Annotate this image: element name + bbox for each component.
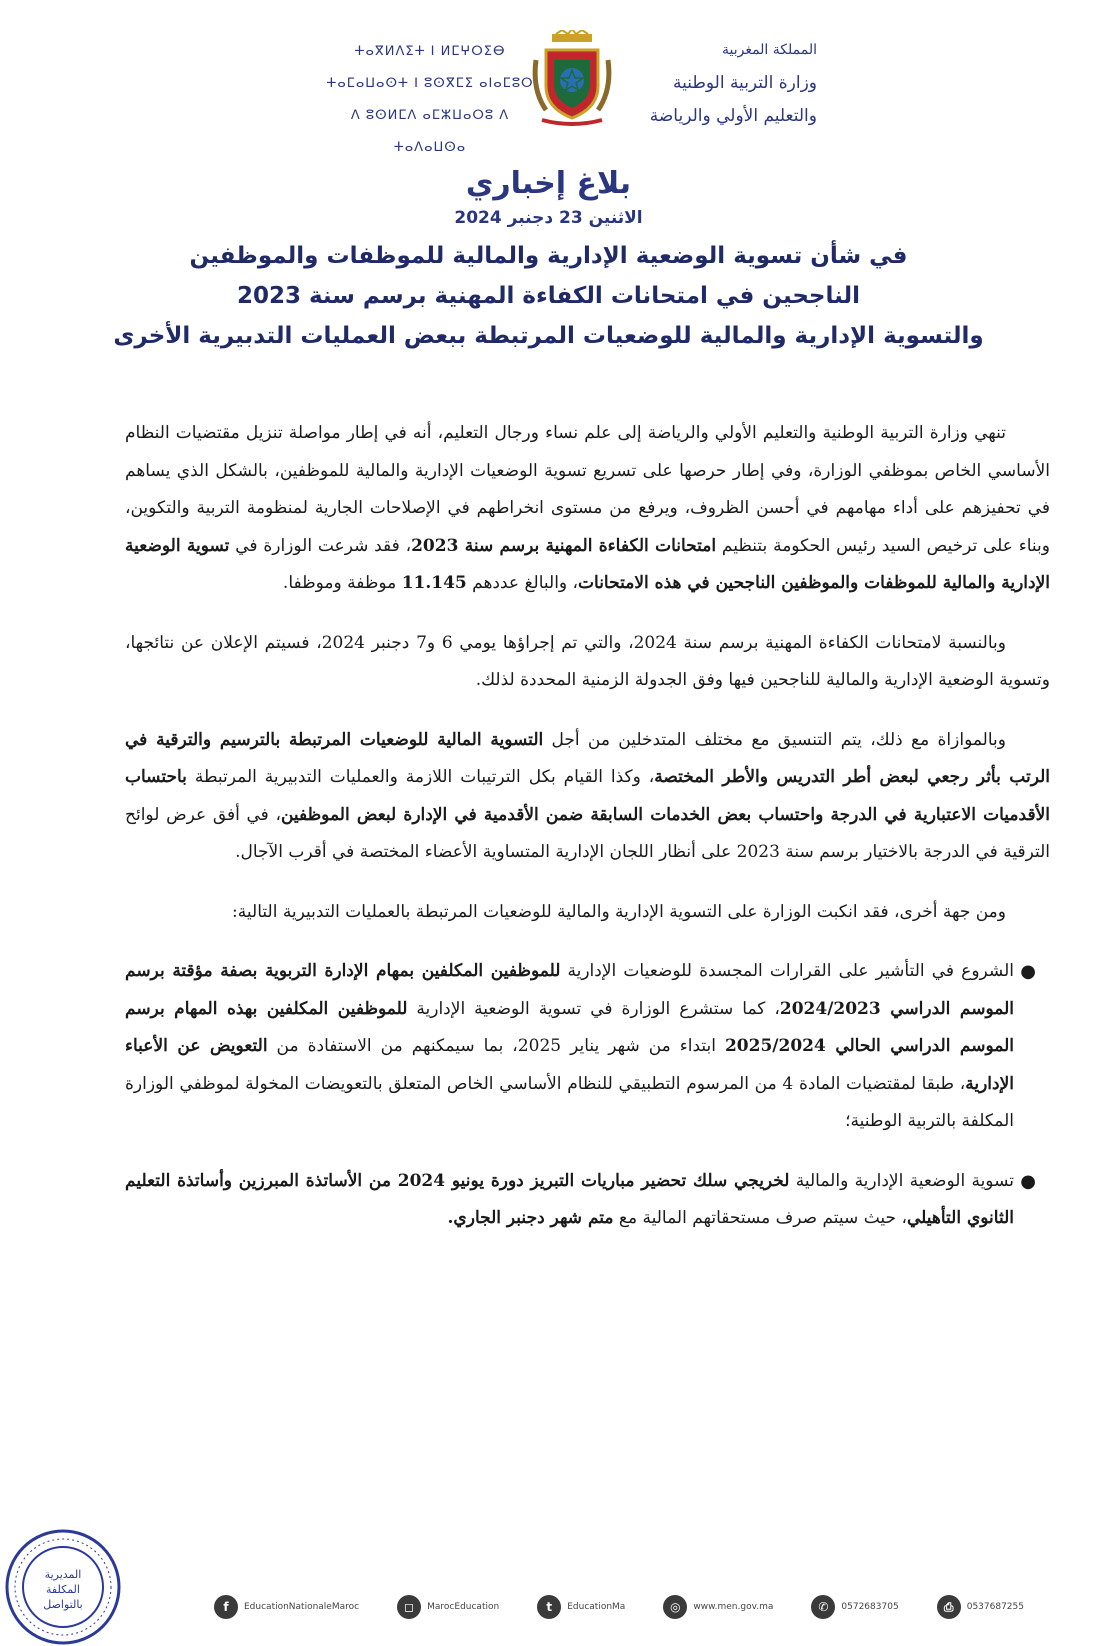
document-body [125,415,1050,1260]
subject-line: في شأن تسوية الوضعية الإدارية والمالية للموظفات والموظفين [189,243,908,269]
footer-website[interactable] [663,1595,773,1619]
phone-icon: ✆ [811,1595,835,1619]
paragraph-intro [125,415,1050,603]
bold-run: للموظفين المكلفين بهذه المهام برسم الموسم الدراسي الحالي 2025/2024 [125,998,1015,1056]
footer-twitter[interactable] [537,1595,625,1619]
stamp-text: المديرية [44,1568,82,1581]
bold-run: 11.145 [401,573,467,593]
text-run: تسوية الوضعية الإدارية والمالية [789,1170,1014,1191]
bold-run: امتحانات الكفاءة المهنية برسم سنة 2023 [411,535,717,556]
text-run: ، طبقا لمقتضيات المادة 4 من المرسوم التطبيقي للنظام الأساسي الخاص المتعلق بالتعويضات المخولة لموظفي الوزارة المكلفة بالتربية الوطنية؛ [125,1073,1014,1131]
paragraph-other-operations: ومن جهة أخرى، فقد انكبت الوزارة على التسوية الإدارية والمالية للوضعيات المرتبطة بالعمليات التدبيرية التالية: [232,901,1006,922]
ministry-name-line1: وزارة التربية الوطنية [672,73,817,93]
official-stamp-icon [4,1528,122,1646]
bullet-icon: ● [1020,961,1036,982]
document-titles [0,164,1097,356]
document-type: بلاغ إخباري [465,166,632,201]
paragraph-coordination [125,722,1050,872]
text-run: ، حيث سيتم صرف مستحقاتهم المالية مع [613,1208,907,1228]
footer-label: EducationNationaleMaroc [244,1602,360,1612]
subject-line: الناجحين في امتحانات الكفاءة المهنية برسم سنة 2023 [236,283,861,309]
bold-run: التسوية المالية للوضعيات المرتبطة بالترسيم والترقية في الرتب بأثر رجعي لبعض أطر التدريس والأطر المختصة [125,729,1050,787]
footer-label: MarocEducation [427,1602,500,1612]
text-run: ، فقد شرعت الوزارة في [229,535,412,556]
bold-run: تسوية الوضعية الإدارية والمالية للموظفات والموظفين الناجحين في هذه الامتحانات [125,535,1050,593]
text-run: ، وكذا القيام بكل الترتيبات اللازمة والعمليات التدبيرية المرتبطة [186,767,655,787]
contact-footer [214,1592,1024,1622]
document-subject [0,236,1097,356]
ministry-name-line2: والتعليم الأولي والرياضة [649,106,817,126]
bold-run: التعويض عن الأعباء الإدارية [125,1036,1014,1094]
footer-label: EducationMa [567,1602,626,1612]
list-item [125,1163,1050,1238]
tifinagh-line: ⵜⴰⵎⴰⵡⴰⵙⵜ ⵏ ⵓⵙⴳⵎⵉ ⴰⵏⴰⵎⵓⵔ [326,76,534,91]
operations-list [125,953,1050,1238]
text-run: وبالموازاة مع ذلك، يتم التنسيق مع مختلف المتدخلين من أجل [543,729,1006,750]
subject-line: والتسوية الإدارية والمالية للوضعيات المرتبطة ببعض العمليات التدبيرية الأخرى [113,323,984,349]
paragraph-2024-exams: وبالنسبة لامتحانات الكفاءة المهنية برسم سنة 2024، والتي تم إجراؤها يومي 6 و7 دجنبر 2024، فسيتم الإعلان عن نتائجها، وتسوية الوضعية الإدارية والمالية للناجحين فيها وفق الجدولة الزمنية المحددة لذلك. [125,632,1050,690]
bold-run: متم شهر دجنبر الجاري. [447,1208,614,1228]
footer-label: 0572683705 [841,1602,899,1612]
footer-label: www.men.gov.ma [693,1602,774,1612]
text-run: موظفة وموظفا. [282,573,402,593]
kingdom-name: المملكة المغربية [721,42,817,58]
footer-instagram[interactable] [397,1595,499,1619]
text-run: ، كما ستشرع الوزارة في تسوية الوضعية الإدارية [407,998,780,1019]
footer-fax[interactable] [937,1595,1024,1619]
footer-label: 0537687255 [966,1602,1024,1612]
tifinagh-line: ⴷ ⵓⵙⵍⵎⴷ ⴰⵎⵣⵡⴰⵔⵓ ⴷ ⵜⴰⴷⴰⵡⵙⴰ [350,108,510,155]
text-run: ، والبالغ عددهم [466,573,579,593]
letterhead [0,28,1097,155]
bold-run: باحتساب الأقدميات الاعتبارية في الدرجة واحتساب بعض الخدمات السابقة ضمن الأقدمية في الإدارة لبعض الموظفين [125,767,1050,825]
stamp-text: بالتواصل [43,1598,83,1611]
document-date: الاثنين 23 دجنبر 2024 [454,208,643,228]
bold-run: للموظفين المكلفين بمهام الإدارة التربوية بصفة مؤقتة برسم الموسم الدراسي 2024/2023 [125,961,1014,1019]
footer-facebook[interactable] [214,1595,359,1619]
text-run: الشروع في التأشير على القرارات المجسدة للوضعيات الإدارية [560,961,1014,981]
instagram-icon: ◻ [397,1595,421,1619]
footer-phone[interactable] [811,1595,898,1619]
twitter-icon: t [537,1595,561,1619]
letterhead-arabic [587,34,817,133]
bold-run: لخريجي سلك تحضير مباريات التبريز دورة يونيو 2024 من الأساتذة المبرزين وأساتذة التعليم الثانوي التأهيلي [125,1170,1014,1228]
text-run: تنهي وزارة التربية الوطنية والتعليم الأولي والرياضة إلى علم نساء ورجال التعليم، أنه في إطار مواصلة تنزيل مقتضيات النظام الأساسي الخاص بموظفي الوزارة، وفي إطار حرصها على تسريع تسوية الوضعيات الإدارية والمالية للموظفين، بالشكل الذي يساهم في تحفيزهم على أداء مهامهم في أحسن الظروف، ويرفع من مستوى انخراطهم في الإصلاحات الجارية لمنظومة التربية والتكوين، وبناء على ترخيص السيد رئيس الحكومة بتنظيم [125,423,1050,556]
bullet-icon: ● [1020,1170,1036,1192]
letterhead-tifinagh [320,36,540,164]
tifinagh-line: ⵜⴰⴳⵍⴷⵉⵜ ⵏ ⵍⵎⵖⵔⵉⴱ [354,44,506,59]
globe-icon: ◎ [663,1595,687,1619]
text-run: ، في أفق عرض لوائح الترقية في الدرجة بالاختيار برسم سنة 2023 على أنظار اللجان الإدارية المتساوية الأعضاء المختصة في أقرب الآجال. [125,804,1050,862]
list-item [125,953,1050,1141]
facebook-icon: f [214,1595,238,1619]
fax-icon: ⎙ [937,1595,961,1619]
stamp-text: المكلفة [46,1583,80,1596]
text-run: ابتداء من شهر يناير 2025، بما سيمكنهم من الاستفادة من [267,1036,725,1056]
